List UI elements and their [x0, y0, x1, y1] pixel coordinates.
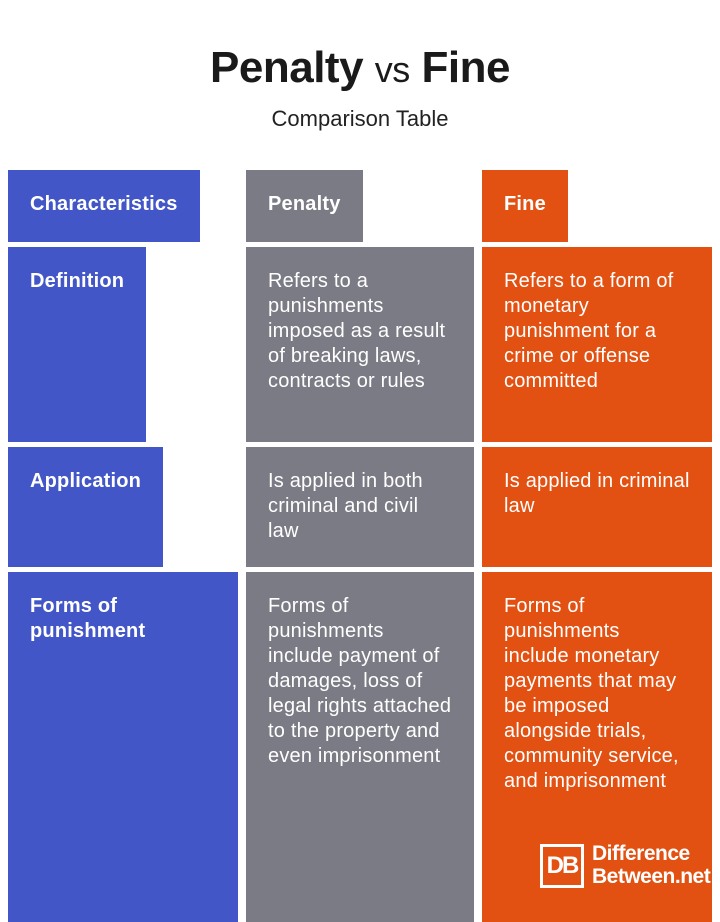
page-title	[0, 40, 720, 98]
logo-line-1: Difference	[592, 842, 690, 865]
row-label-definition: Definition	[8, 247, 146, 442]
penalty-application: Is applied in both criminal and civil law	[246, 447, 474, 567]
row-label-application: Application	[8, 447, 163, 567]
header-penalty: Penalty	[246, 170, 363, 242]
title-fine: Fine	[421, 43, 510, 92]
difference-between-logo	[540, 842, 711, 892]
fine-definition: Refers to a form of monetary punishment for a crime or offense committed	[482, 247, 712, 442]
logo-wordmark	[592, 842, 710, 888]
header-characteristics: Characteristics	[8, 170, 200, 242]
penalty-forms-of-punishment: Forms of punishments include payment of damages, loss of legal rights attached to the property and even imprisonment	[246, 572, 474, 922]
title-vs: vs	[374, 49, 410, 90]
fine-forms-of-punishment: Forms of punishments include monetary payments that may be imposed alongside trials, community service, and imprisonment	[482, 572, 712, 922]
fine-application: Is applied in criminal law	[482, 447, 712, 567]
logo-line-2: Between.net	[592, 865, 711, 888]
header-fine: Fine	[482, 170, 568, 242]
row-label-forms-of-punishment: Forms of punishment	[8, 572, 238, 922]
page-subtitle: Comparison Table	[271, 106, 449, 131]
penalty-definition: Refers to a punishments imposed as a result of breaking laws, contracts or rules	[246, 247, 474, 442]
title-penalty: Penalty	[210, 43, 364, 92]
comparison-table	[8, 170, 712, 922]
db-logo-mark: DB	[540, 844, 584, 888]
